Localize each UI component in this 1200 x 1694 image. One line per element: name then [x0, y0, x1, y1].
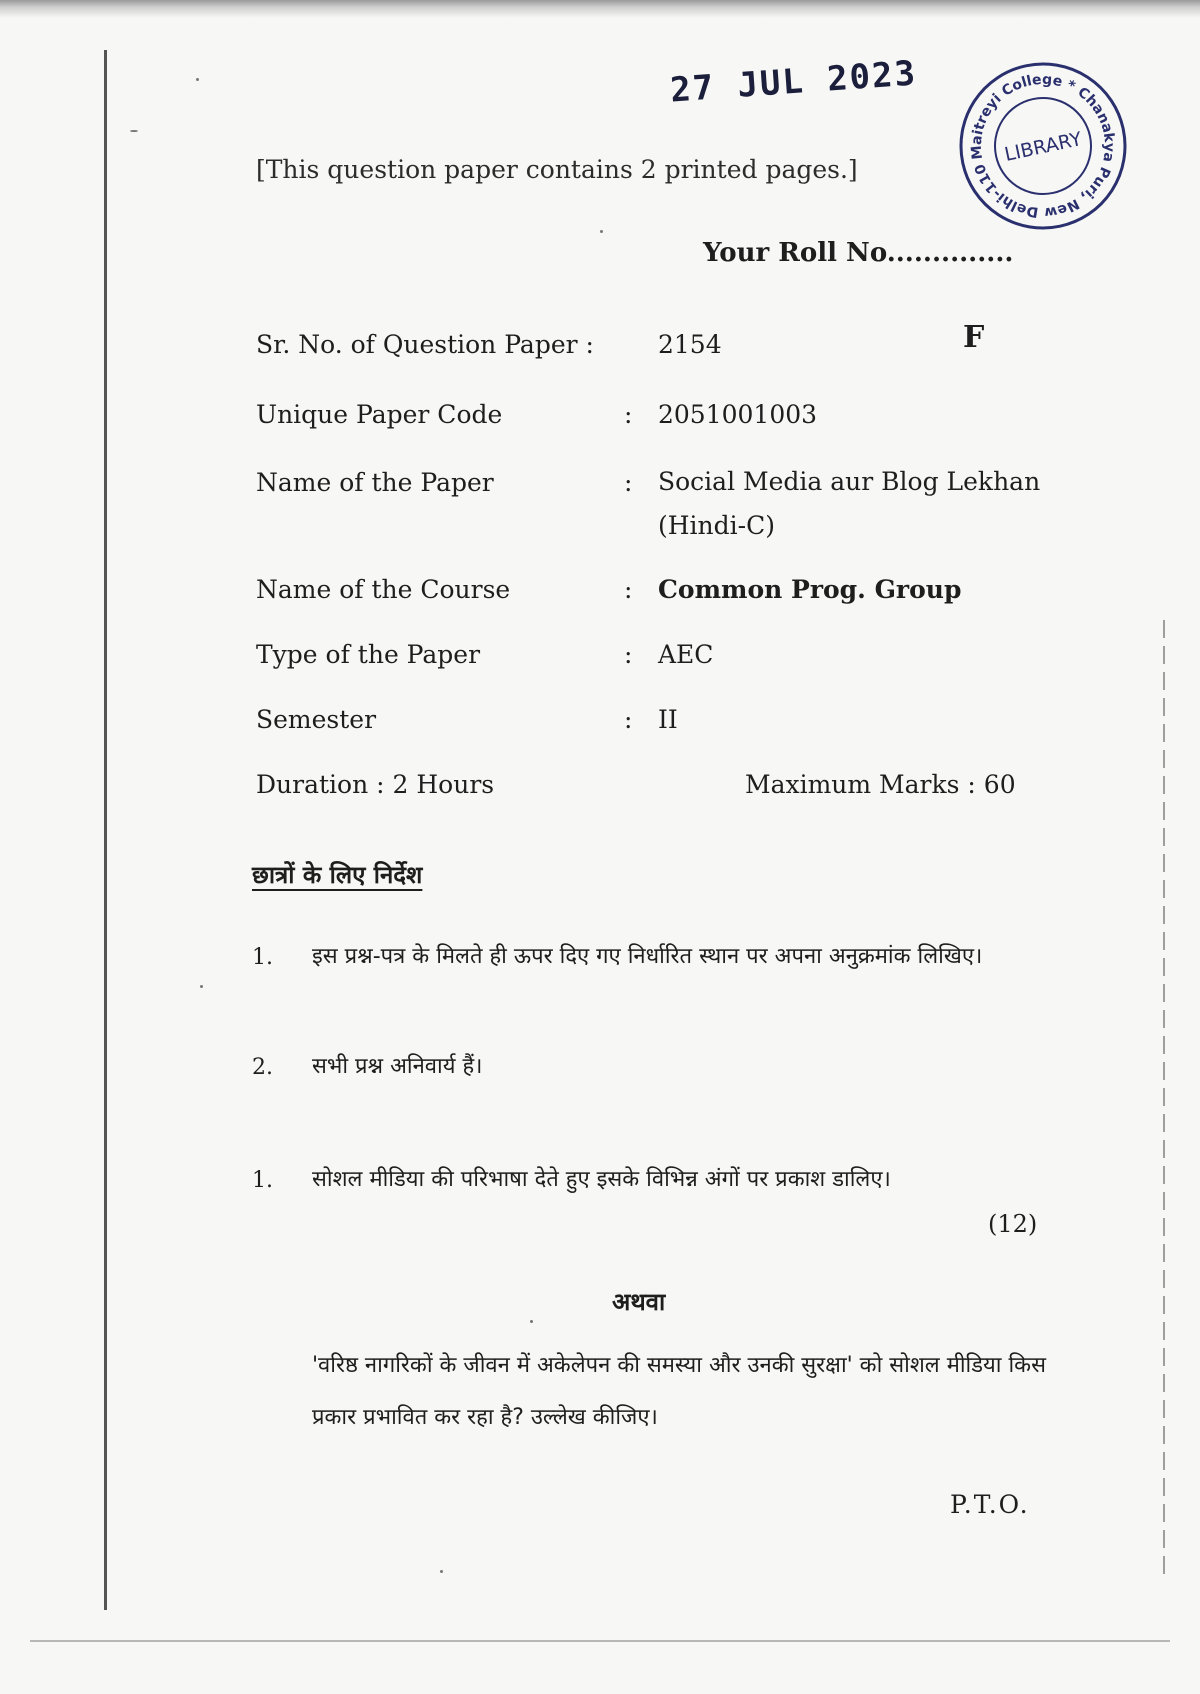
info-label: Type of the Paper [256, 640, 481, 669]
info-colon: : [624, 705, 633, 734]
or-separator: अथवा [612, 1288, 666, 1316]
scan-speck [196, 78, 199, 81]
info-label: Name of the Course [256, 575, 511, 604]
scan-speck [200, 985, 203, 988]
info-value: Social Media aur Blog Lekhan (Hindi-C) [658, 467, 1041, 540]
info-value: II [658, 705, 678, 734]
library-seal [955, 58, 1131, 234]
info-label: Semester [256, 705, 377, 734]
instruction-number: 2. [252, 1055, 273, 1080]
info-value: AEC [658, 640, 714, 669]
info-colon: : [624, 640, 633, 669]
left-margin-rule [104, 50, 107, 1610]
bottom-rule [30, 1640, 1170, 1642]
scan-top-edge [0, 0, 1200, 18]
seal-center-text: LIBRARY [1002, 128, 1084, 166]
info-colon: : [624, 575, 633, 604]
pages-note: [This question paper contains 2 printed pages.] [256, 155, 858, 184]
info-label: Name of the Paper [256, 468, 494, 497]
question-marks: (12) [988, 1210, 1038, 1238]
info-label: Sr. No. of Question Paper : [256, 330, 594, 359]
info-value: 2051001003 [658, 400, 818, 429]
pto-footer: P.T.O. [950, 1490, 1030, 1519]
instructions-heading: छात्रों के लिए निर्देश [252, 861, 423, 889]
info-value: 2154 [658, 330, 722, 359]
scan-speck [130, 130, 138, 132]
seal-ring-text: Maitreyi College * Chanakya Puri, New Delhi-110021 [968, 71, 1118, 221]
question-number: 1. [252, 1168, 273, 1193]
instruction-number: 1. [252, 945, 273, 970]
scan-speck [530, 1320, 533, 1323]
roll-number-field: Your Roll No.............. [703, 238, 1014, 268]
info-colon: : [624, 400, 633, 429]
info-label: Unique Paper Code [256, 400, 503, 429]
date-stamp: 27 JUL 2023 [668, 53, 919, 111]
scan-speck [440, 1570, 443, 1573]
instruction-text: सभी प्रश्न अनिवार्य हैं। [312, 1054, 483, 1079]
duration: Duration : 2 Hours [256, 770, 495, 799]
alternate-question-text: 'वरिष्ठ नागरिकों के जीवन में अकेलेपन की समस्या और उनकी सुरक्षा' को सोशल मीडिया किस प्रकार प्रभावित कर रहा है? उल्लेख कीजिए। [312, 1353, 1046, 1430]
scan-speck [600, 230, 603, 233]
info-value: Common Prog. Group [658, 575, 962, 604]
question-text: सोशल मीडिया की परिभाषा देते हुए इसके विभिन्न अंगों पर प्रकाश डालिए। [312, 1167, 891, 1192]
right-margin-rule [1163, 620, 1165, 1580]
info-colon: : [624, 468, 633, 497]
paper-variant: F [963, 320, 985, 355]
maximum-marks: Maximum Marks : 60 [745, 770, 1016, 799]
instruction-text: इस प्रश्न-पत्र के मिलते ही ऊपर दिए गए निर्धारित स्थान पर अपना अनुक्रमांक लिखिए। [312, 944, 983, 969]
